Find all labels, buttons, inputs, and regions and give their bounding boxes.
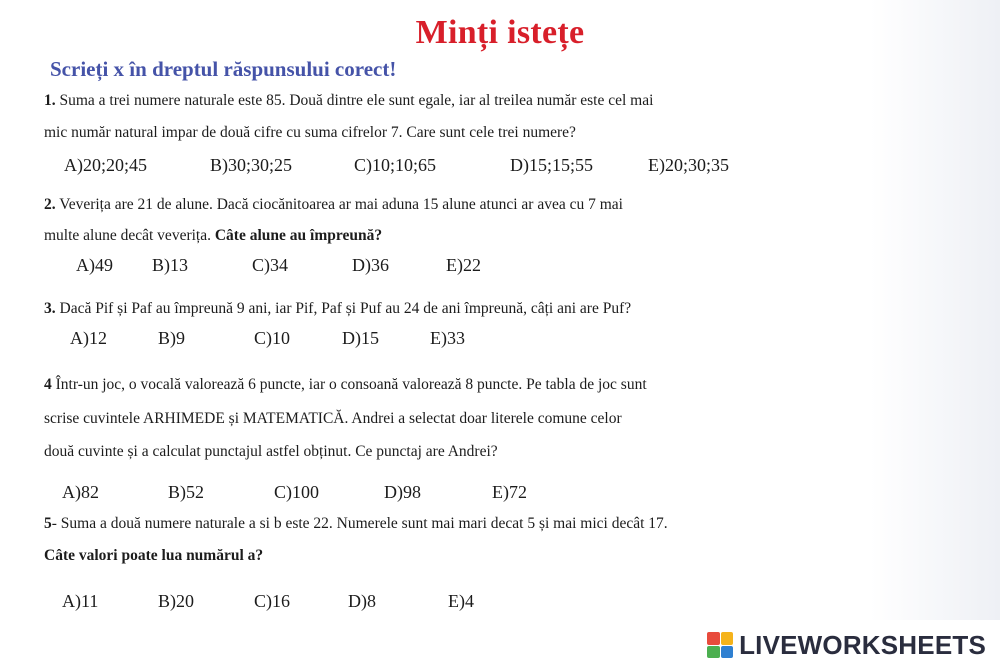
question-5-line-1: 5- Suma a două numere naturale a si b este 22. Numerele sunt mai mari decat 5 și mai mici decât 17. — [44, 515, 668, 532]
answer-option[interactable]: B)52 — [168, 482, 204, 502]
answer-option[interactable]: E)4 — [448, 591, 474, 611]
answer-option[interactable]: A)49 — [76, 255, 113, 275]
question-3-line-1: 3. Dacă Pif și Paf au împreună 9 ani, iar Pif, Paf și Puf au 24 de ani împreună, câți ani are Puf? — [44, 300, 632, 317]
answer-option[interactable]: E)20;30;35 — [648, 155, 729, 175]
answer-option[interactable]: B)9 — [158, 328, 185, 348]
answer-option[interactable]: D)36 — [352, 255, 389, 275]
question-4-line-3: două cuvinte și a calculat punctajul astfel obținut. Ce punctaj are Andrei? — [44, 443, 498, 460]
answer-option[interactable]: A)20;20;45 — [64, 155, 147, 175]
logo-tile — [721, 646, 734, 659]
answer-option[interactable]: B)13 — [152, 255, 188, 275]
answer-option[interactable]: C)10 — [254, 328, 290, 348]
logo-tile — [707, 632, 720, 645]
answer-option[interactable]: E)33 — [430, 328, 465, 348]
answer-option[interactable]: D)15 — [342, 328, 379, 348]
question-1-line-2: mic număr natural impar de două cifre cu suma cifrelor 7. Care sunt cele trei numere? — [44, 124, 576, 141]
answer-option[interactable]: C)34 — [252, 255, 288, 275]
answer-option[interactable]: C)100 — [274, 482, 319, 502]
question-2-line-1: 2. Veverița are 21 de alune. Dacă ciocănitoarea ar mai aduna 15 alune atunci ar avea cu 7 mai — [44, 196, 623, 213]
answer-option[interactable]: A)11 — [62, 591, 99, 611]
answer-option[interactable]: A)12 — [70, 328, 107, 348]
question-2-line-2: multe alune decât veverița. Câte alune au împreună? — [44, 227, 383, 244]
answer-option[interactable]: A)82 — [62, 482, 99, 502]
answer-option[interactable]: D)8 — [348, 591, 376, 611]
answer-option[interactable]: B)20 — [158, 591, 194, 611]
answer-option[interactable]: B)30;30;25 — [210, 155, 293, 175]
brand-name: LIVEWORKSHEETS — [739, 629, 986, 660]
logo-tile — [707, 646, 720, 659]
answer-option[interactable]: C)16 — [254, 591, 290, 611]
question-1-line-1: 1. Suma a trei numere naturale este 85. Două dintre ele sunt egale, iar al treilea număr este cel mai — [44, 92, 654, 109]
instructions: Scrieți x în dreptul răspunsului corect! — [50, 57, 397, 81]
question-4-line-1: 4 Într-un joc, o vocală valorează 6 puncte, iar o consoană valorează 8 puncte. Pe tabla de joc sunt — [44, 376, 647, 393]
liveworksheets-logo[interactable] — [707, 630, 986, 660]
answer-option[interactable]: E)22 — [446, 255, 481, 275]
page-shadow — [870, 0, 1000, 620]
answer-option[interactable]: C)10;10;65 — [354, 155, 437, 175]
answer-option[interactable]: E)72 — [492, 482, 527, 502]
question-4-line-2: scrise cuvintele ARHIMEDE și MATEMATICĂ. Andrei a selectat doar literele comune celor — [44, 410, 622, 427]
liveworksheets-icon — [707, 632, 733, 658]
question-5-line-2: Câte valori poate lua numărul a? — [44, 547, 264, 564]
logo-tile — [721, 632, 734, 645]
worksheet-title: Minți istețe — [415, 14, 585, 51]
answer-option[interactable]: D)98 — [384, 482, 421, 502]
answer-option[interactable]: D)15;15;55 — [510, 155, 593, 175]
